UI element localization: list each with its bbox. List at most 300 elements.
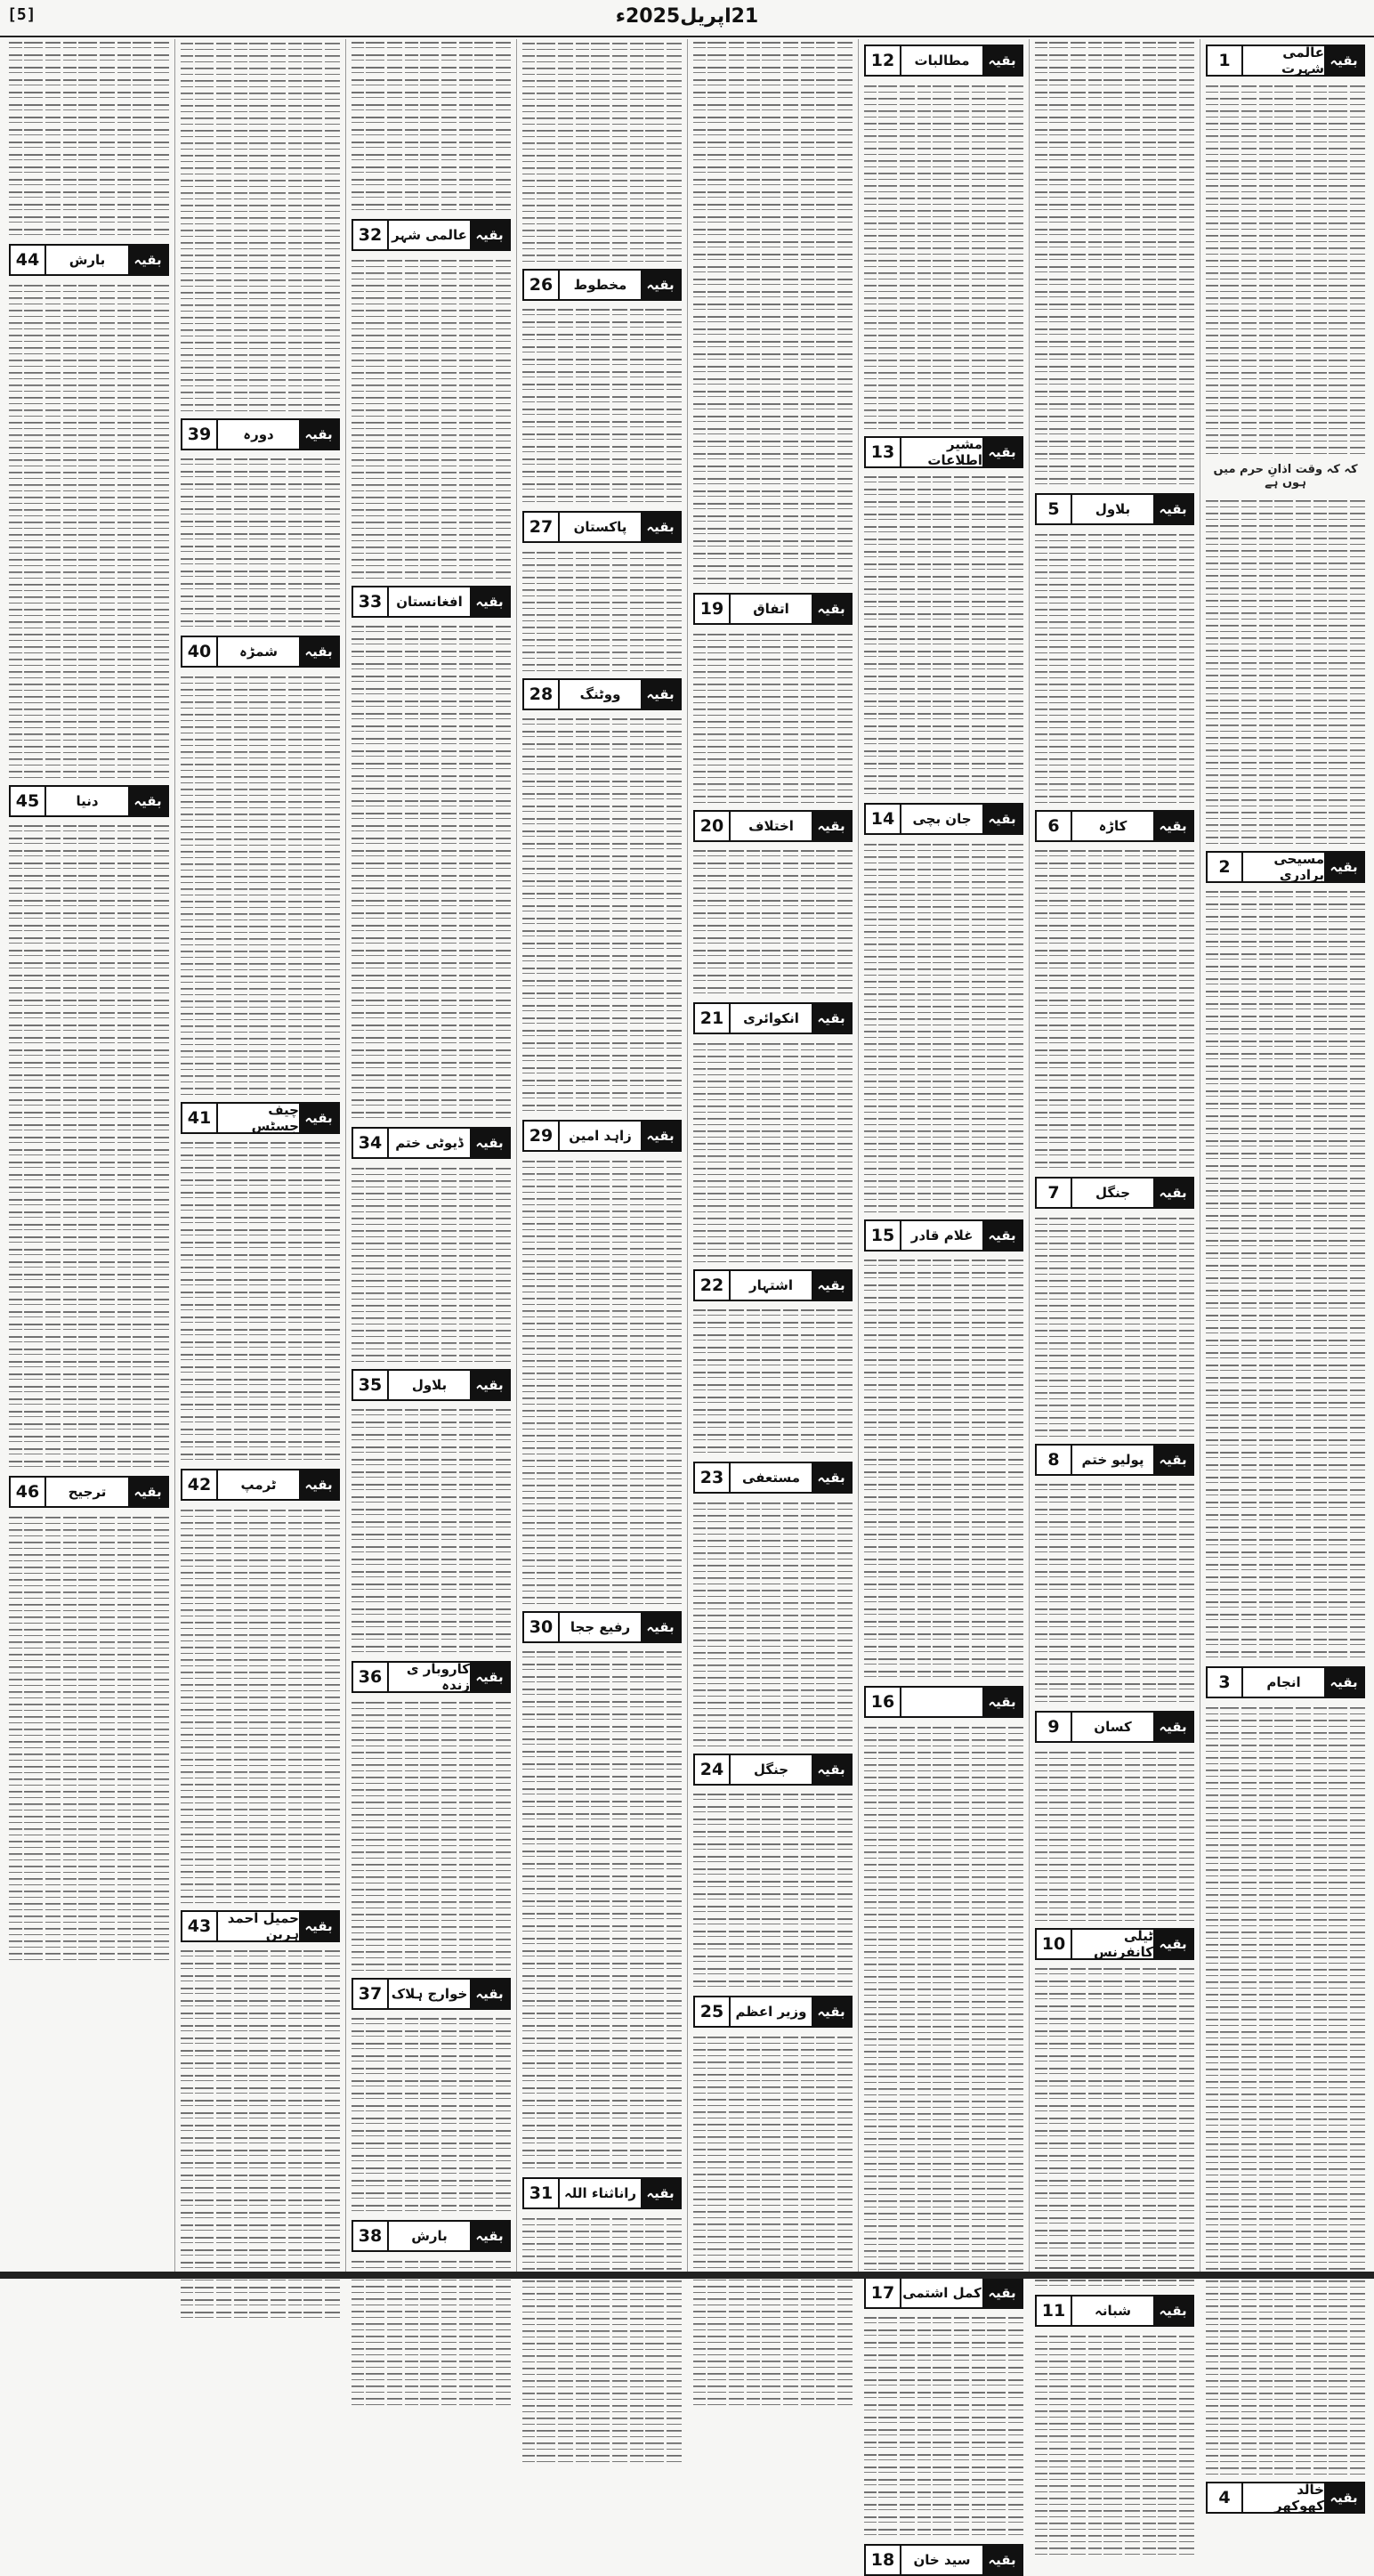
column-1 [1200,39,1370,2514]
article-continuation [522,1611,682,2172]
continuation-header [522,511,682,543]
article-continuation [352,1661,511,1973]
continuation-tag: بقیہ [1153,495,1192,523]
body-text [181,1948,340,2321]
continuation-title: ٹرمپ [240,1477,277,1493]
continuation-number: 10 [1037,1930,1072,1958]
continuation-tag: بقیہ [470,1371,509,1399]
article-continuation [693,593,853,805]
article-continuation [9,1476,169,1962]
continuation-header [1206,2482,1365,2514]
continuation-header [864,436,1023,468]
continuation-tag: بقیہ [641,680,680,709]
continuation-header [9,785,169,817]
continuation-title: ٹیلی کانفرنس [1094,1928,1153,1960]
continuation-tag: بقیہ [641,513,680,541]
continuation-title: اتفاق [753,601,789,617]
body-text [522,2215,682,2464]
continuation-header [864,1686,1023,1718]
continuation-title: رفیع ججا [570,1619,631,1635]
body-text [522,716,682,1114]
body-text [1035,531,1194,805]
body-text [864,82,1023,431]
body-text [522,1157,682,1606]
continuation-tag: بقیہ [1153,1930,1192,1958]
continuation-title: افغانستان [396,594,463,610]
continuation-tag: بقیہ [470,1129,509,1157]
article-continuation [181,39,340,413]
continuation-title: خوارج ہلاک [391,1986,468,2002]
body-text [693,630,853,805]
continuation-number: 27 [524,513,560,541]
continuation-tag: بقیہ [1153,1713,1192,1741]
continuation-number: 24 [695,1755,731,1784]
body-text [1035,1214,1194,1438]
intro-line: کہ کہ وقت اذانِ حرم میں ہوں ہے [1213,463,1358,490]
continuation-number: 3 [1208,1668,1243,1697]
continuation-title: کسان [1094,1719,1132,1735]
continuation-number: 4 [1208,2483,1243,2512]
continuation-tag: بقیہ [641,271,680,299]
article-continuation [352,1978,511,2215]
continuation-number: 42 [182,1470,218,1499]
article-continuation [181,636,340,1097]
continuation-title: اشتہار [748,1277,794,1293]
continuation-tag: بقیہ [128,246,167,274]
continuation-tag: بقیہ [812,595,851,623]
masthead-bar [0,0,1374,37]
continuation-number: 23 [695,1463,731,1492]
continuation-number: 22 [695,1271,731,1300]
continuation-tag: بقیہ [812,1004,851,1033]
article-continuation [352,586,511,1122]
continuation-header [352,1127,511,1159]
article-continuation [352,219,511,580]
body-text [181,456,340,630]
continuation-tag: بقیہ [641,1613,680,1641]
continuation-header [1206,851,1365,883]
continuation-title: سید خان [913,2552,971,2568]
continuation-number: 21 [695,1004,731,1033]
continuation-number: 20 [695,812,731,840]
article-continuation [181,1910,340,2321]
continuation-title: دورہ [243,426,274,442]
article-continuation [1035,39,1194,488]
continuation-number: 43 [182,1912,218,1940]
continuation-title: جنگل [1095,1185,1131,1201]
article-continuation [1206,463,1365,490]
article-continuation [9,785,169,1470]
continuation-number: 11 [1037,2297,1072,2325]
continuation-header [522,2177,682,2209]
article-continuation [1206,497,1365,846]
continuation-title: خالد کھوکھر [1274,2482,1324,2514]
article-continuation [522,1120,682,1606]
continuation-header [352,1369,511,1401]
article-continuation [522,269,682,506]
continuation-tag: بقیہ [982,438,1022,466]
article-continuation [693,810,853,997]
continuation-title: ترجیح [68,1484,107,1500]
continuation-header [181,1910,340,1942]
continuation-title [901,1688,982,1716]
continuation-tag: بقیہ [1153,1446,1192,1474]
body-text [352,39,511,214]
continuation-tag: بقیہ [1324,46,1363,75]
body-text [1035,847,1194,1171]
body-text [522,39,682,263]
continuation-number: 36 [353,1663,389,1691]
continuation-title: مستعفی [741,1470,801,1486]
continuation-tag: بقیہ [1153,2297,1192,2325]
continuation-title: عالمی شہر [392,227,467,243]
body-text [1206,82,1365,456]
article-continuation [9,39,169,239]
body-text [1035,1748,1194,1923]
article-continuation [1035,1177,1194,1438]
continuation-title: جان بچی [912,811,972,827]
article-continuation [522,511,682,673]
column-6 [345,39,516,2272]
continuation-title: بارش [69,252,106,268]
body-text [864,2314,1023,2539]
continuation-number: 37 [353,1980,389,2008]
continuation-number: 9 [1037,1713,1072,1741]
continuation-header [1035,2295,1194,2327]
continuation-header [352,1978,511,2010]
continuation-header [693,1002,853,1034]
article-continuation [864,1219,1023,1681]
continuation-header [181,418,340,450]
page-number: [5] [7,5,36,24]
article-continuation [9,244,169,780]
continuation-title: زاہد امین [569,1128,632,1144]
continuation-title: دنیا [76,793,99,809]
body-text [522,306,682,506]
body-text [864,1257,1023,1681]
continuation-number: 46 [11,1478,46,1506]
continuation-number: 17 [866,2279,901,2307]
continuation-tag: بقیہ [1324,2483,1363,2512]
continuation-header [181,1102,340,1134]
body-text [693,39,853,587]
article-continuation [693,39,853,587]
continuation-header [864,45,1023,77]
continuation-title: انجام [1266,1674,1301,1690]
body-text [181,673,340,1097]
continuation-number: 25 [695,1997,731,2026]
continuation-number: 32 [353,221,389,249]
continuation-number: 35 [353,1371,389,1399]
article-continuation [1035,1928,1194,2289]
article-continuation [1035,1711,1194,1923]
continuation-header [522,1611,682,1643]
article-continuation [693,1269,853,1456]
body-text [352,623,511,1122]
body-text [352,1164,511,1364]
continuation-number: 31 [524,2179,560,2207]
continuation-title: ووٹنگ [579,686,621,702]
article-continuation [1206,1666,1365,2476]
body-text [522,1648,682,2172]
continuation-header [352,586,511,618]
article-continuation [864,2277,1023,2539]
continuation-number: 13 [866,438,901,466]
continuation-tag: بقیہ [812,812,851,840]
continuation-header [1035,810,1194,842]
continuation-title: حمیل احمد ہربن [227,1910,299,1942]
continuation-number: 26 [524,271,560,299]
continuation-number: 29 [524,1122,560,1150]
continuation-header [522,1120,682,1152]
continuation-number: 44 [11,246,46,274]
body-text [1206,888,1365,1661]
article-continuation [352,1127,511,1364]
article-continuation [864,1686,1023,2272]
continuation-number: 41 [182,1104,218,1132]
continuation-number: 12 [866,46,901,75]
continuation-tag: بقیہ [128,1478,167,1506]
continuation-tag: بقیہ [470,2222,509,2250]
body-text [1206,497,1365,846]
continuation-title: مطالبات [914,53,970,69]
newspaper-columns [4,39,1370,2570]
continuation-title: پاکستان [573,519,627,535]
continuation-tag: بقیہ [470,1980,509,2008]
continuation-tag: بقیہ [470,1663,509,1691]
continuation-tag: بقیہ [812,1271,851,1300]
column-7 [174,39,345,2272]
bottom-rule [0,2272,1374,2279]
continuation-header [181,636,340,668]
continuation-number: 19 [695,595,731,623]
body-text [693,1499,853,1748]
continuation-number: 2 [1208,853,1243,881]
body-text [1035,1965,1194,2289]
continuation-number: 15 [866,1221,901,1250]
article-continuation [864,803,1023,1214]
continuation-number: 16 [866,1688,901,1716]
continuation-header [1035,1928,1194,1960]
continuation-number: 30 [524,1613,560,1641]
continuation-title: جنگل [753,1762,789,1778]
continuation-title: مسیحی برادری [1273,851,1324,883]
continuation-title: غلام قادر [910,1227,974,1243]
column-2 [1029,39,1200,2321]
continuation-header [352,2220,511,2252]
continuation-number: 33 [353,587,389,616]
continuation-tag: بقیہ [1324,853,1363,881]
continuation-tag: بقیہ [812,1755,851,1784]
continuation-number: 5 [1037,495,1072,523]
continuation-tag: بقیہ [982,2546,1022,2574]
continuation-number: 6 [1037,812,1072,840]
continuation-number: 18 [866,2546,901,2574]
body-text [352,2257,511,2407]
continuation-header [864,1219,1023,1252]
continuation-tag: بقیہ [982,1688,1022,1716]
article-continuation [1035,2295,1194,2556]
body-text [1035,2332,1194,2556]
continuation-header [693,1754,853,1786]
continuation-number: 34 [353,1129,389,1157]
body-text [181,39,340,413]
continuation-tag: بقیہ [128,787,167,815]
continuation-number: 8 [1037,1446,1072,1474]
body-text [9,822,169,1470]
continuation-title: چیف جسٹس [251,1102,299,1134]
continuation-tag: بقیہ [299,1104,338,1132]
article-continuation [864,436,1023,798]
article-continuation [864,2544,1023,2576]
article-continuation [522,39,682,263]
continuation-tag: بقیہ [1153,1179,1192,1207]
body-text [864,474,1023,798]
continuation-header [9,244,169,276]
continuation-tag: بقیہ [641,1122,680,1150]
continuation-header [181,1469,340,1501]
continuation-header [352,219,511,251]
body-text [522,548,682,673]
continuation-tag: بقیہ [299,420,338,449]
article-continuation [1035,493,1194,805]
continuation-tag: بقیہ [982,1221,1022,1250]
body-text [1035,1481,1194,1705]
column-8 [4,39,174,2272]
continuation-title: وزیر اعظم [735,2004,807,2020]
body-text [9,281,169,780]
continuation-header [522,678,682,710]
continuation-title: شبانہ [1095,2303,1131,2319]
continuation-title: انکوائری [743,1010,799,1026]
article-continuation [1035,810,1194,1171]
article-continuation [1035,1444,1194,1705]
article-continuation [181,1469,340,1905]
body-text [352,256,511,580]
continuation-header [693,593,853,625]
continuation-header [693,810,853,842]
continuation-header [352,1661,511,1693]
continuation-tag: بقیہ [1324,1668,1363,1697]
continuation-tag: بقیہ [982,46,1022,75]
continuation-title: اختلاف [748,818,794,834]
continuation-tag: بقیہ [299,1912,338,1940]
continuation-header [9,1476,169,1508]
continuation-title: کاڑہ [1098,818,1127,834]
article-continuation [693,1996,853,2407]
body-text [693,1040,853,1264]
continuation-title: ڈیوٹی ختم [395,1135,464,1151]
article-continuation [693,1754,853,1990]
continuation-title: مخطوط [573,277,627,293]
continuation-header [693,1462,853,1494]
continuation-header [864,2544,1023,2576]
continuation-tag: بقیہ [812,1463,851,1492]
continuation-title: کمل اشتمی [902,2285,982,2301]
continuation-title: بلاول [1095,501,1131,517]
column-5 [516,39,687,2272]
article-continuation [1206,2482,1365,2514]
article-continuation [352,2220,511,2407]
continuation-number: 40 [182,637,218,666]
continuation-header [1035,1177,1194,1209]
continuation-number: 45 [11,787,46,815]
body-text [181,1506,340,1905]
continuation-tag: بقیہ [470,221,509,249]
continuation-tag: بقیہ [470,587,509,616]
article-continuation [693,1462,853,1748]
article-continuation [352,39,511,214]
continuation-tag: بقیہ [982,805,1022,833]
continuation-number: 28 [524,680,560,709]
body-text [352,1406,511,1656]
article-continuation [181,418,340,630]
continuation-title: بلاول [411,1377,448,1393]
body-text [1206,1704,1365,2476]
continuation-tag: بقیہ [1153,812,1192,840]
continuation-tag: بقیہ [641,2179,680,2207]
continuation-header [1035,1444,1194,1476]
body-text [9,39,169,239]
continuation-number: 1 [1208,46,1243,75]
continuation-title: مشیر اطلاعات [927,436,982,468]
continuation-header [693,1269,853,1301]
continuation-title: راناثناء اللہ [564,2185,637,2201]
issue-date: 21اپریل2025ء [615,5,759,28]
article-continuation [1206,851,1365,1661]
body-text [1035,39,1194,488]
continuation-tag: بقیہ [982,2279,1022,2307]
body-text [352,1698,511,1973]
body-text [864,840,1023,1214]
continuation-number: 39 [182,420,218,449]
continuation-header [1206,1666,1365,1698]
continuation-header [864,803,1023,835]
continuation-number: 14 [866,805,901,833]
article-continuation [522,678,682,1114]
article-continuation [181,1102,340,1463]
continuation-header [1206,45,1365,77]
article-continuation [522,2177,682,2464]
article-continuation [1206,45,1365,456]
body-text [864,1723,1023,2272]
continuation-title: کاروبار ی زندہ [406,1661,470,1693]
body-text [693,1307,853,1456]
continuation-header [1035,1711,1194,1743]
body-text [693,2033,853,2407]
continuation-number: 38 [353,2222,389,2250]
continuation-title: شمڑہ [239,644,278,660]
continuation-tag: بقیہ [299,637,338,666]
body-text [693,847,853,997]
column-4 [687,39,858,2272]
continuation-title: پولیو ختم [1081,1452,1144,1468]
continuation-tag: بقیہ [299,1470,338,1499]
continuation-title: عالمی شہرت [1281,45,1324,77]
column-3 [858,39,1029,2570]
body-text [352,2015,511,2215]
continuation-header [864,2277,1023,2309]
article-continuation [352,1369,511,1656]
article-continuation [693,1002,853,1264]
continuation-tag: بقیہ [812,1997,851,2026]
article-continuation [864,45,1023,431]
body-text [693,1791,853,1990]
body-text [9,1513,169,1962]
continuation-title: بارش [411,2228,448,2244]
continuation-header [693,1996,853,2028]
body-text [181,1139,340,1463]
